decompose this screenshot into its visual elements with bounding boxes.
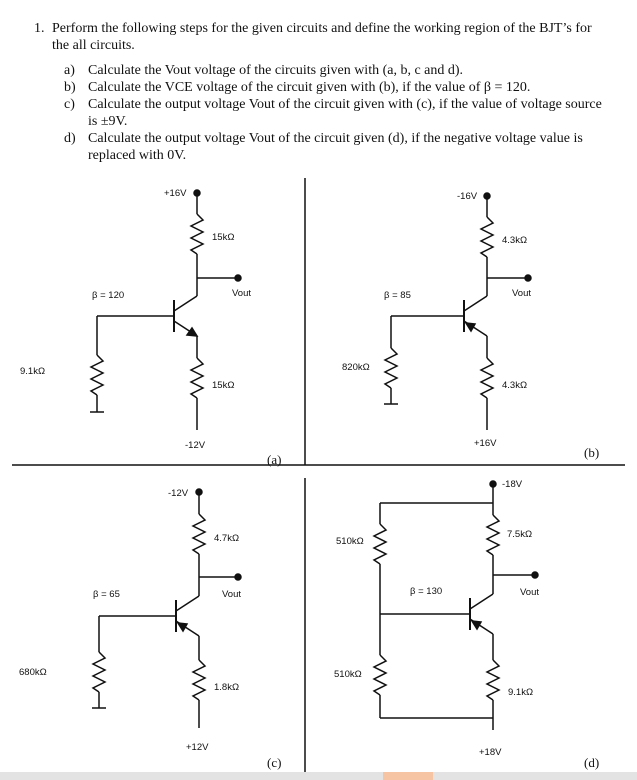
vout-label: Vout xyxy=(222,589,242,600)
output-terminal xyxy=(532,572,538,578)
supply-bottom-label: +18V xyxy=(479,747,502,758)
rb-label: 820kΩ xyxy=(342,362,370,373)
collector-lead xyxy=(176,596,199,611)
circuit-a xyxy=(90,190,241,430)
caption-c: (c) xyxy=(267,755,282,770)
emitter-arrow xyxy=(178,623,187,631)
resistor-rb xyxy=(385,348,397,388)
output-terminal xyxy=(235,574,241,580)
circuit-b xyxy=(384,193,531,430)
re-label: 9.1kΩ xyxy=(508,687,534,698)
collector-lead xyxy=(464,296,487,311)
supply-bottom-label: +12V xyxy=(186,742,209,753)
re-label: 4.3kΩ xyxy=(502,380,528,391)
item-label: c) xyxy=(64,97,75,112)
rc-label: 4.7kΩ xyxy=(214,533,240,544)
resistor-rb2 xyxy=(374,655,386,695)
resistor-rb1 xyxy=(374,524,386,564)
item-label: a) xyxy=(64,63,75,78)
rb2-label: 510kΩ xyxy=(334,669,362,680)
beta-label: β = 120 xyxy=(92,290,125,301)
collector-lead xyxy=(174,296,197,311)
scroll-accent xyxy=(383,772,433,780)
resistor-rb xyxy=(93,652,105,692)
resistor-rb xyxy=(91,355,103,395)
emitter-arrow xyxy=(466,323,475,331)
rb-label: 9.1kΩ xyxy=(20,366,46,377)
rb1-label: 510kΩ xyxy=(336,536,364,547)
supply-bottom-label: +16V xyxy=(474,438,497,449)
question-text: Perform the following steps for the given circuits and define the working region of the BJT’s for the all circuits. xyxy=(52,21,592,53)
emitter-arrow xyxy=(472,621,481,629)
beta-label: β = 130 xyxy=(410,586,443,597)
beta-label: β = 85 xyxy=(384,290,411,301)
rc-label: 4.3kΩ xyxy=(502,235,528,246)
supply-top-label: +16V xyxy=(164,188,187,199)
re-label: 1.8kΩ xyxy=(214,682,240,693)
resistor-re xyxy=(487,660,499,700)
bottom-scroll-strip xyxy=(0,772,637,780)
vout-label: Vout xyxy=(520,587,540,598)
output-terminal xyxy=(235,275,241,281)
caption-b: (b) xyxy=(584,445,600,460)
item-label: b) xyxy=(64,80,76,95)
re-label: 15kΩ xyxy=(212,380,235,391)
resistor-re xyxy=(191,358,203,398)
item-text: Calculate the Vout voltage of the circuits given with (a, b, c and d). xyxy=(88,63,464,78)
resistor-rc xyxy=(481,217,493,257)
rc-label: 15kΩ xyxy=(212,232,235,243)
resistor-re xyxy=(193,660,205,700)
item-text: Calculate the output voltage Vout of the circuit given (d), if the negative voltage value is replaced with 0V. xyxy=(88,131,583,163)
vout-label: Vout xyxy=(232,288,252,299)
rb-label: 680kΩ xyxy=(19,667,47,678)
vout-label: Vout xyxy=(512,288,532,299)
caption-a: (a) xyxy=(267,452,282,467)
output-terminal xyxy=(525,275,531,281)
resistor-rc xyxy=(487,515,499,555)
caption-d: (d) xyxy=(584,755,600,770)
supply-top-label: -12V xyxy=(168,488,189,499)
item-text: Calculate the VCE voltage of the circuit given with (b), if the value of β = 120. xyxy=(88,80,531,95)
collector-lead xyxy=(470,594,493,609)
question-number: 1. xyxy=(34,21,45,36)
beta-label: β = 65 xyxy=(93,589,120,600)
emitter-arrow xyxy=(187,328,197,336)
supply-top-label: -16V xyxy=(457,191,478,202)
supply-top-label: -18V xyxy=(502,479,523,490)
supply-bottom-label: -12V xyxy=(185,440,206,451)
resistor-re xyxy=(481,358,493,398)
resistor-rc xyxy=(193,514,205,554)
item-text: Calculate the output voltage Vout of the circuit given with (c), if the value of voltage source is ±9V. xyxy=(88,97,602,129)
resistor-rc xyxy=(191,214,203,254)
rc-label: 7.5kΩ xyxy=(507,529,533,540)
item-label: d) xyxy=(64,131,76,146)
